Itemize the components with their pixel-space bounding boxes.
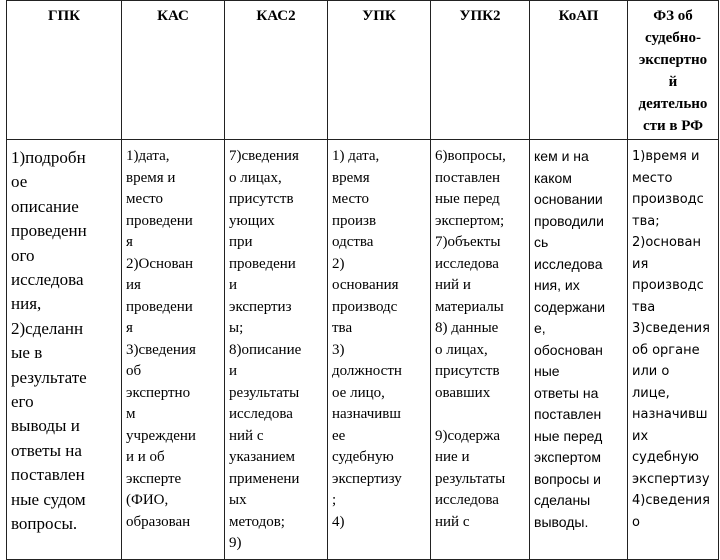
cell-gpk: 1)подробн ое описание проведенн ого исследова ния, 2)сделанн ые в результате его выводы и ответы на поставлен ные судом вопросы. xyxy=(7,140,122,560)
header-kas: КАС xyxy=(122,1,225,140)
header-kas2: КАС2 xyxy=(225,1,328,140)
comparison-table xyxy=(6,0,719,560)
cell-koap: кем и на каком основании проводили сь исследова ния, их содержани е, обоснован ные ответы на поставлен ные перед экспертом вопросы и сделаны выводы. xyxy=(530,140,628,560)
header-koap: КоАП xyxy=(530,1,628,140)
header-upk2: УПК2 xyxy=(431,1,530,140)
cell-upk: 1) дата, время место произв одства 2) основания производс тва 3) должностн ое лицо, назначивш ее судебную экспертизу ; 4) xyxy=(328,140,431,560)
cell-kas2: 7)сведения о лицах, присутств ующих при проведени и экспертиз ы; 8)описание и результаты исследова ний с указанием применени ых методов; 9) xyxy=(225,140,328,560)
cell-upk2: 6)вопросы, поставлен ные перед экспертом; 7)объекты исследова ний и материалы 8) данные о лицах, присутств овавших 9)содержа ние и результаты исследова ний с xyxy=(431,140,530,560)
cell-kas: 1)дата, время и место проведени я 2)Основан ия проведени я 3)сведения об экспертно м учреждени и и об эксперте (ФИО, образован xyxy=(122,140,225,560)
header-upk: УПК xyxy=(328,1,431,140)
header-gpk: ГПК xyxy=(7,1,122,140)
content-row xyxy=(7,140,719,560)
cell-fz: 1)время и место производс тва; 2)основан ия производс тва 3)сведения об органе или о лице, назначивш их судебную экспертизу 4)сведения о xyxy=(628,140,719,560)
header-fz: ФЗ об судебно- экспертно й деятельно сти в РФ xyxy=(628,1,719,140)
header-row xyxy=(7,1,719,140)
